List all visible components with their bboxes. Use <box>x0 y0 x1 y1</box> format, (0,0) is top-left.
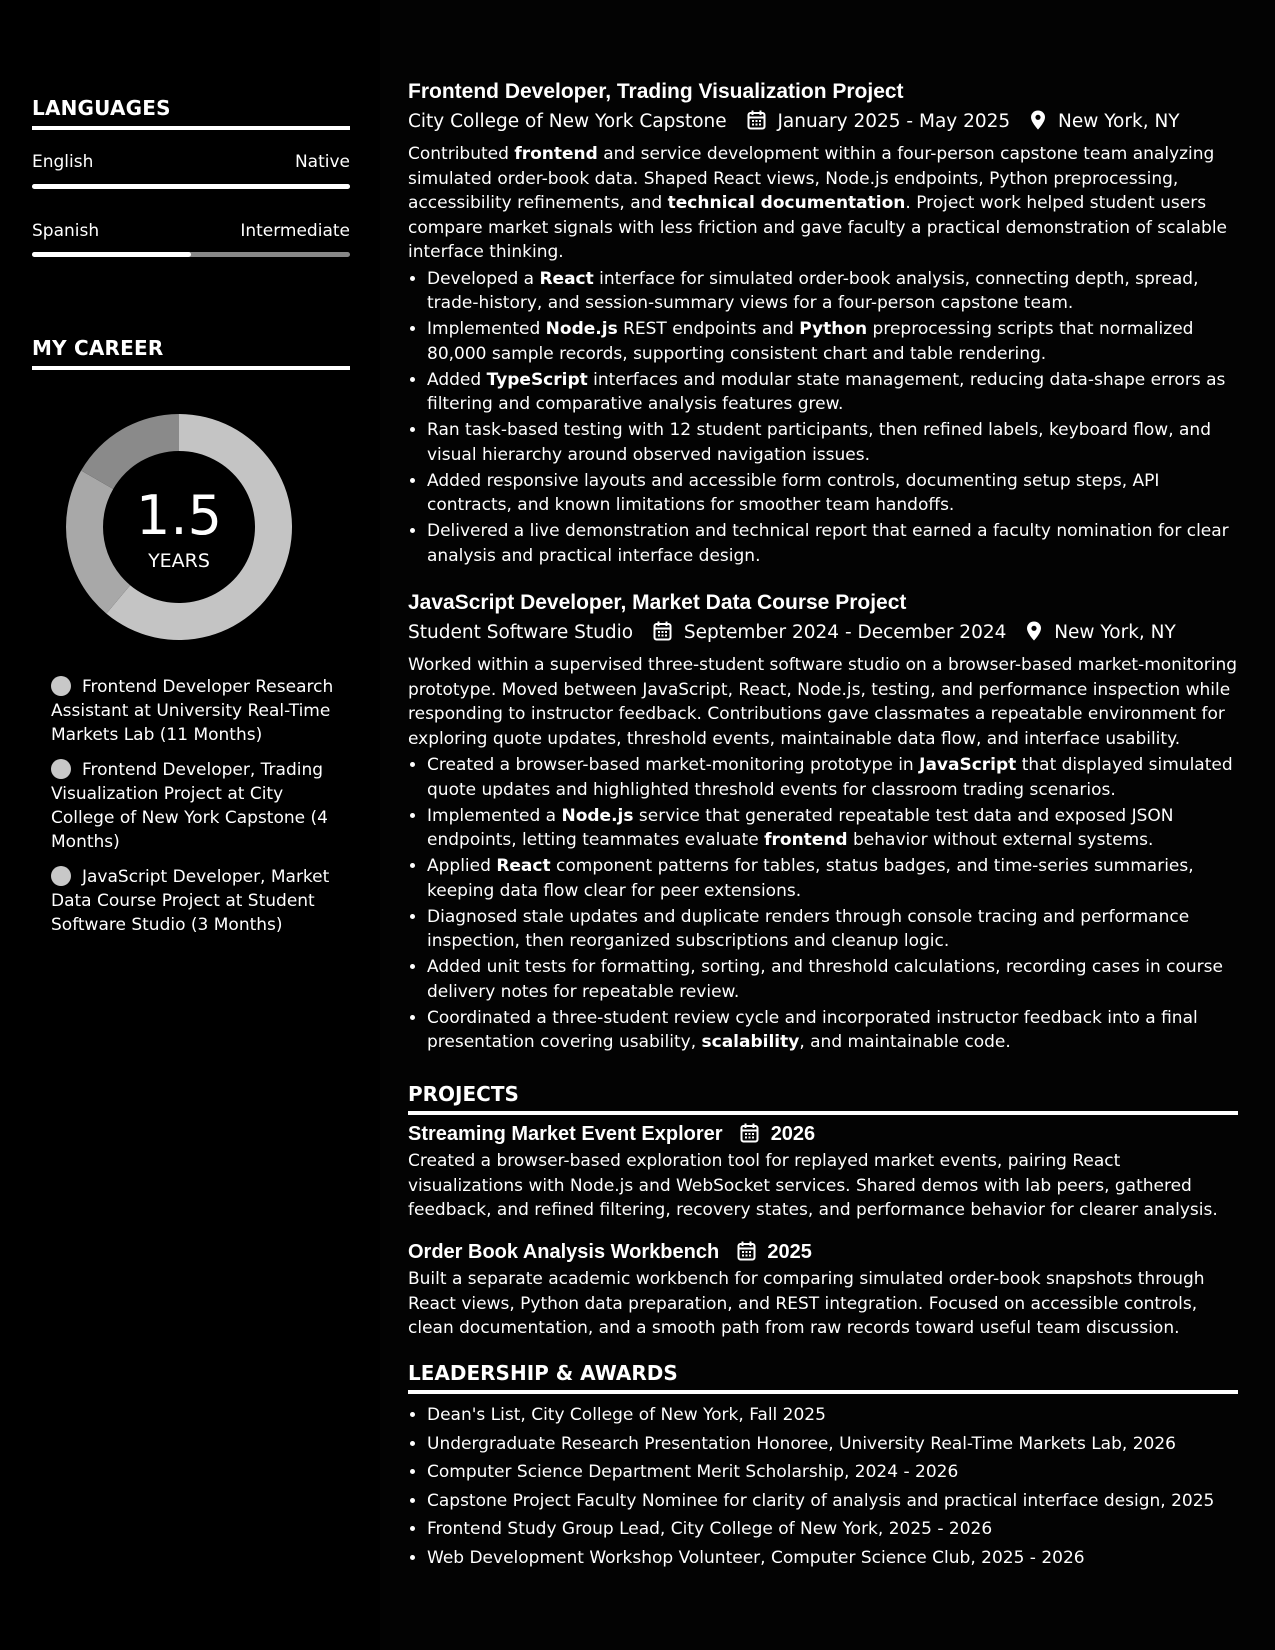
language-proficiency-bar <box>32 252 350 257</box>
bullet-item: • Ran task-based testing with 12 student participants, then refined labels, keyboard flow, and visual hierarchy around observed navigation issues. <box>427 418 1238 467</box>
career-unit: YEARS <box>148 550 210 572</box>
bullet-item: • Web Development Workshop Volunteer, Computer Science Club, 2025 - 2026 <box>427 1545 1238 1572</box>
project-title-row <box>408 1239 1238 1265</box>
bullet-item: • Computer Science Department Merit Scholarship, 2024 - 2026 <box>427 1459 1238 1486</box>
awards-section <box>408 1361 1238 1573</box>
bullet-item: • Implemented Node.js REST endpoints and Python preprocessing scripts that normalized 80,000 sample records, supporting consistent chart and table rendering. <box>427 317 1238 366</box>
career-item <box>51 675 341 747</box>
project-year: 2026 <box>770 1123 816 1145</box>
job-title: JavaScript Developer, Market Data Course Project <box>408 591 907 614</box>
bullet-dot-icon <box>51 866 71 886</box>
career-item <box>51 865 341 937</box>
job-title: Frontend Developer, Trading Visualization Project <box>408 80 904 103</box>
experience-entry <box>408 78 1238 570</box>
bullet-dot-icon <box>51 759 71 779</box>
bullet-item: • Added TypeScript interfaces and modular state management, reducing data-shape errors as filtering and comparative analysis features grew. <box>427 368 1238 417</box>
bullet-item: • Applied React component patterns for tables, status badges, and time-series summaries, keeping data flow clear for peer extensions. <box>427 854 1238 903</box>
career-donut-chart <box>66 414 292 640</box>
bullet-item: • Diagnosed stale updates and duplicate renders through console tracing and performance inspection, then reorganized subscriptions and cleanup logic. <box>427 905 1238 954</box>
awards-list <box>408 1402 1238 1572</box>
career-total: 1.5 <box>136 484 222 547</box>
bullet-item: • Delivered a live demonstration and technical report that earned a faculty nomination for clear analysis and practical interface design. <box>427 519 1238 568</box>
calendar-icon <box>747 110 766 130</box>
language-proficiency-fill <box>32 252 191 257</box>
calendar-icon <box>740 1123 759 1143</box>
projects-heading <box>408 1082 1238 1115</box>
project-item <box>408 1239 1238 1341</box>
career-item-text: Frontend Developer Research Assistant at University Real-Time Markets Lab (11 Months) <box>51 677 334 745</box>
section-rule <box>32 366 350 370</box>
sidebar <box>0 0 380 1650</box>
calendar-icon <box>737 1241 756 1261</box>
project-item <box>408 1121 1238 1223</box>
languages-heading <box>32 96 350 130</box>
job-location: New York, NY <box>1054 622 1176 643</box>
job-org: Student Software Studio <box>408 622 634 643</box>
language-level: Native <box>294 152 350 172</box>
experience-entry <box>408 589 1238 1056</box>
job-org: City College of New York Capstone <box>408 111 727 132</box>
job-location: New York, NY <box>1057 111 1180 132</box>
section-rule <box>408 1390 1238 1394</box>
language-name: English <box>32 152 94 172</box>
bullet-item: • Capstone Project Faculty Nominee for clarity of analysis and practical interface design, 2025 <box>427 1488 1238 1515</box>
job-meta <box>408 619 1238 647</box>
language-proficiency-fill <box>32 184 350 189</box>
bullet-item: • Implemented a Node.js service that generated repeatable test data and exposed JSON endpoints, letting teammates evaluate frontend behavior without external systems. <box>427 804 1238 853</box>
awards-heading <box>408 1361 1238 1394</box>
project-title: Streaming Market Event Explorer <box>408 1123 723 1145</box>
bullet-dot-icon <box>51 676 71 696</box>
languages-heading-text: LANGUAGES <box>32 96 171 120</box>
bullet-item: • Frontend Study Group Lead, City College of New York, 2025 - 2026 <box>427 1516 1238 1543</box>
career-item-text: Frontend Developer, Trading Visualization Project at City College of New York Capstone (4 Months) <box>51 760 328 852</box>
location-pin-icon <box>1026 621 1042 641</box>
job-bullets <box>408 753 1238 1055</box>
section-rule <box>408 1111 1238 1115</box>
bullet-item: • Dean's List, City College of New York, Fall 2025 <box>427 1402 1238 1429</box>
career-donut-segment <box>81 414 179 489</box>
job-meta <box>408 108 1238 136</box>
project-year: 2025 <box>767 1241 812 1263</box>
career-heading-text: MY CAREER <box>32 336 164 360</box>
language-level: Intermediate <box>240 221 350 241</box>
projects-section <box>408 1082 1238 1115</box>
location-pin-icon <box>1030 110 1046 130</box>
project-description: Built a separate academic workbench for comparing simulated order-book snapshots through React views, Python data preparation, and REST integration. Focused on accessible controls, clean documentation, and a smooth path from raw records toward useful team discussion. <box>408 1269 1205 1338</box>
job-summary: Contributed frontend and service development within a four-person capstone team analyzing simulated order-book data. Shaped React views, Node.js endpoints, Python preprocessing, accessibility refinements, and technical documentation. Project work helped student users compare market signals with less friction and gave faculty a practical demonstration of scalable interface thinking. <box>408 144 1228 262</box>
section-rule <box>32 126 350 130</box>
job-dates: September 2024 - December 2024 <box>683 622 1007 643</box>
language-name: Spanish <box>32 221 100 241</box>
bullet-item: • Added unit tests for formatting, sorting, and threshold calculations, recording cases in course delivery notes for repeatable review. <box>427 955 1238 1004</box>
career-item-text: JavaScript Developer, Market Data Course Project at Student Software Studio (3 Months) <box>51 867 330 935</box>
calendar-icon <box>653 621 672 641</box>
projects-heading-text: PROJECTS <box>408 1082 519 1106</box>
awards-heading-text: LEADERSHIP & AWARDS <box>408 1361 678 1385</box>
career-list <box>51 675 341 948</box>
job-bullets <box>408 267 1238 569</box>
project-title-row <box>408 1121 1238 1147</box>
job-dates: January 2025 - May 2025 <box>777 111 1011 132</box>
project-description: Created a browser-based exploration tool for replayed market events, pairing React visualizations with Node.js and WebSocket services. Shared demos with lab peers, gathered feedback, and refined filtering, recovery states, and performance behavior for clearer analysis. <box>408 1151 1218 1220</box>
career-heading <box>32 336 350 370</box>
project-title: Order Book Analysis Workbench <box>408 1241 720 1263</box>
bullet-item: • Undergraduate Research Presentation Honoree, University Real-Time Markets Lab, 2026 <box>427 1431 1238 1458</box>
job-summary: Worked within a supervised three-student software studio on a browser-based market-monitoring prototype. Moved between JavaScript, React, Node.js, testing, and performance inspection while responding to instructor feedback. Contributions gave classmates a repeatable environment for exploring quote updates, threshold events, maintainable data flow, and interface usability. <box>408 655 1238 749</box>
language-proficiency-bar <box>32 184 350 189</box>
bullet-item: • Developed a React interface for simulated order-book analysis, connecting depth, spread, trade-history, and session-summary views for a four-person capstone team. <box>427 267 1238 316</box>
career-item <box>51 758 341 854</box>
bullet-item: • Added responsive layouts and accessible form controls, documenting setup steps, API contracts, and known limitations for smoother team handoffs. <box>427 469 1238 518</box>
bullet-item: • Created a browser-based market-monitoring prototype in JavaScript that displayed simulated quote updates and highlighted threshold events for classroom trading scenarios. <box>427 753 1238 802</box>
bullet-item: • Coordinated a three-student review cycle and incorporated instructor feedback into a final presentation covering usability, scalability, and maintainable code. <box>427 1006 1238 1055</box>
